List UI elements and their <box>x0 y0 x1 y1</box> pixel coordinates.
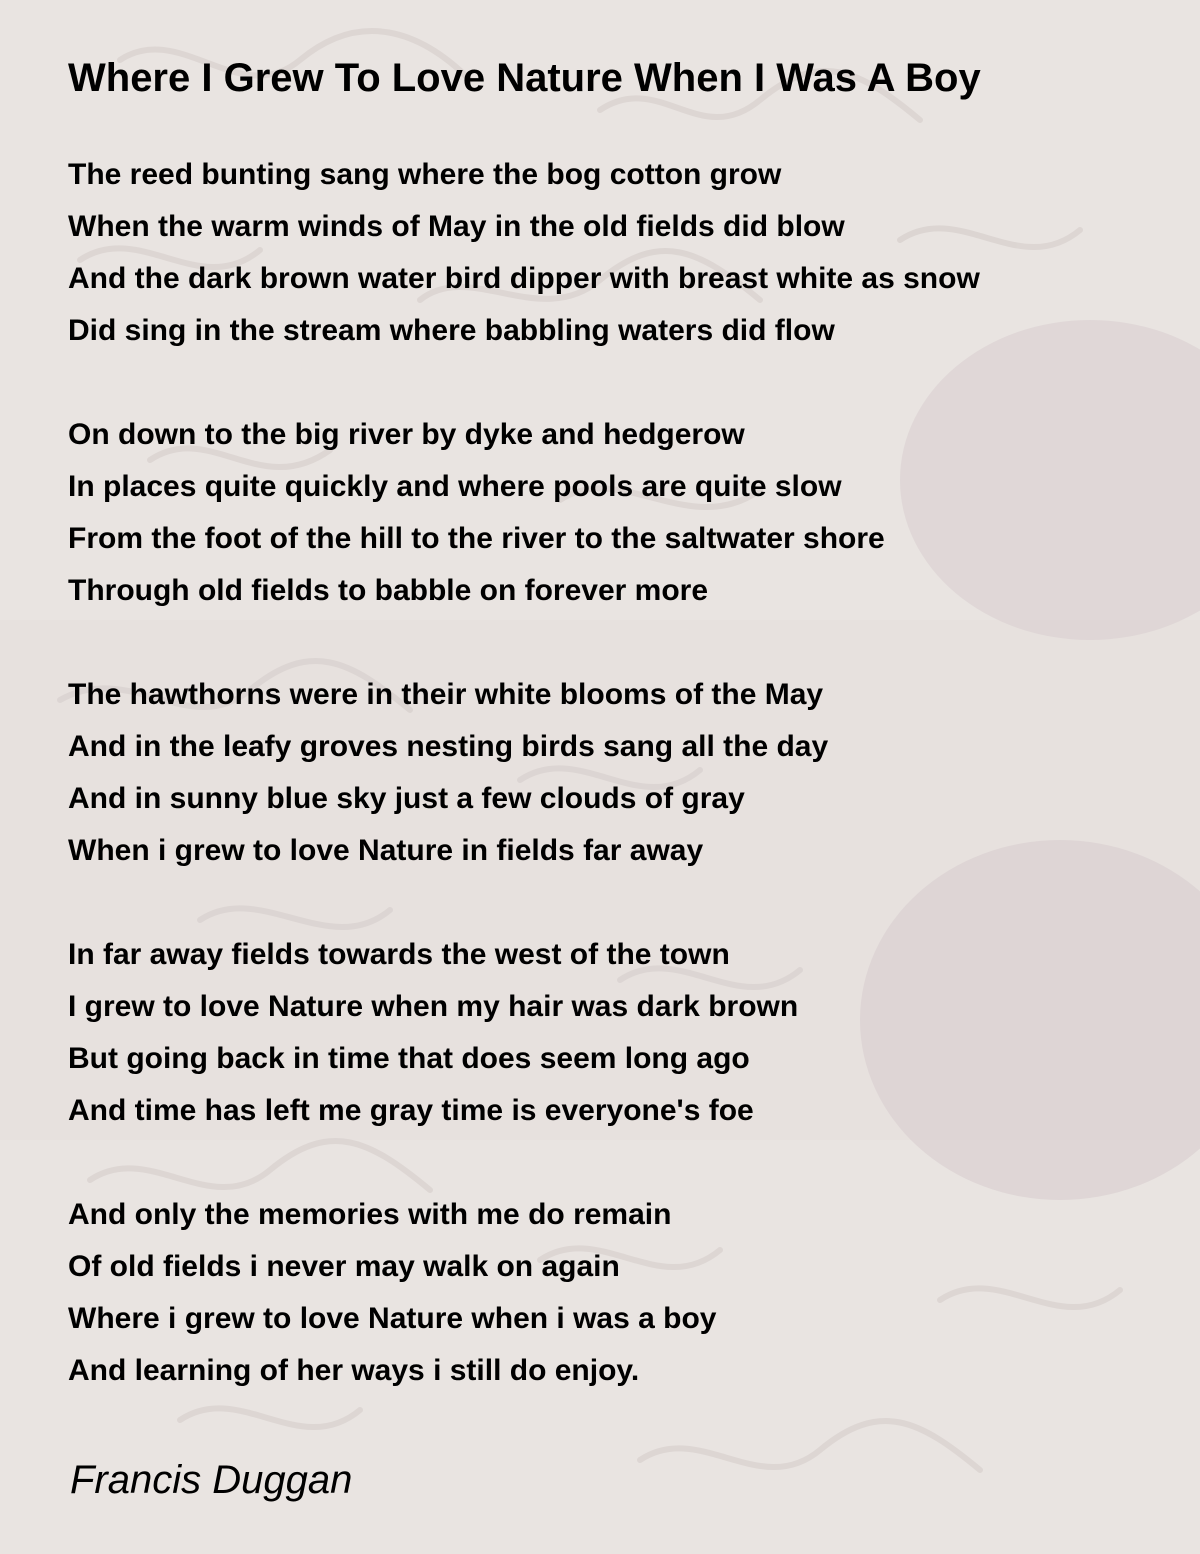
poem-line: And in the leafy groves nesting birds sang all the day <box>68 730 829 763</box>
poem-line: In places quite quickly and where pools are quite slow <box>68 470 842 503</box>
poem-author: Francis Duggan <box>70 1458 353 1502</box>
poem-line: Of old fields i never may walk on again <box>68 1250 620 1283</box>
poem-line: Through old fields to babble on forever more <box>68 574 709 607</box>
poem-line: Did sing in the stream where babbling waters did flow <box>68 314 835 347</box>
poem-line: And time has left me gray time is everyone's foe <box>68 1094 754 1127</box>
stanza-4 <box>68 929 798 1137</box>
stanza-1 <box>68 149 980 357</box>
poem-line: From the foot of the hill to the river to the saltwater shore <box>68 522 885 555</box>
stanza-5 <box>68 1189 717 1397</box>
poem-line: When the warm winds of May in the old fields did blow <box>68 210 845 243</box>
poem-line: In far away fields towards the west of the town <box>68 938 730 971</box>
poem-line: And learning of her ways i still do enjoy. <box>68 1354 640 1387</box>
poem-line: I grew to love Nature when my hair was dark brown <box>68 990 799 1023</box>
poem-line: But going back in time that does seem long ago <box>68 1042 750 1075</box>
poem-title: Where I Grew To Love Nature When I Was A Boy <box>68 56 981 100</box>
poem-line: When i grew to love Nature in fields far away <box>68 834 704 867</box>
stanza-2 <box>68 409 885 617</box>
poem-line: And in sunny blue sky just a few clouds of gray <box>68 782 745 815</box>
poem-line: The hawthorns were in their white blooms of the May <box>68 678 824 711</box>
stanza-3 <box>68 669 828 877</box>
poem-line: On down to the big river by dyke and hedgerow <box>68 418 745 451</box>
poem-line: The reed bunting sang where the bog cotton grow <box>68 158 782 191</box>
poem-line: And the dark brown water bird dipper with breast white as snow <box>68 262 980 295</box>
poem-line: And only the memories with me do remain <box>68 1198 672 1231</box>
poem-line: Where i grew to love Nature when i was a boy <box>68 1302 717 1335</box>
